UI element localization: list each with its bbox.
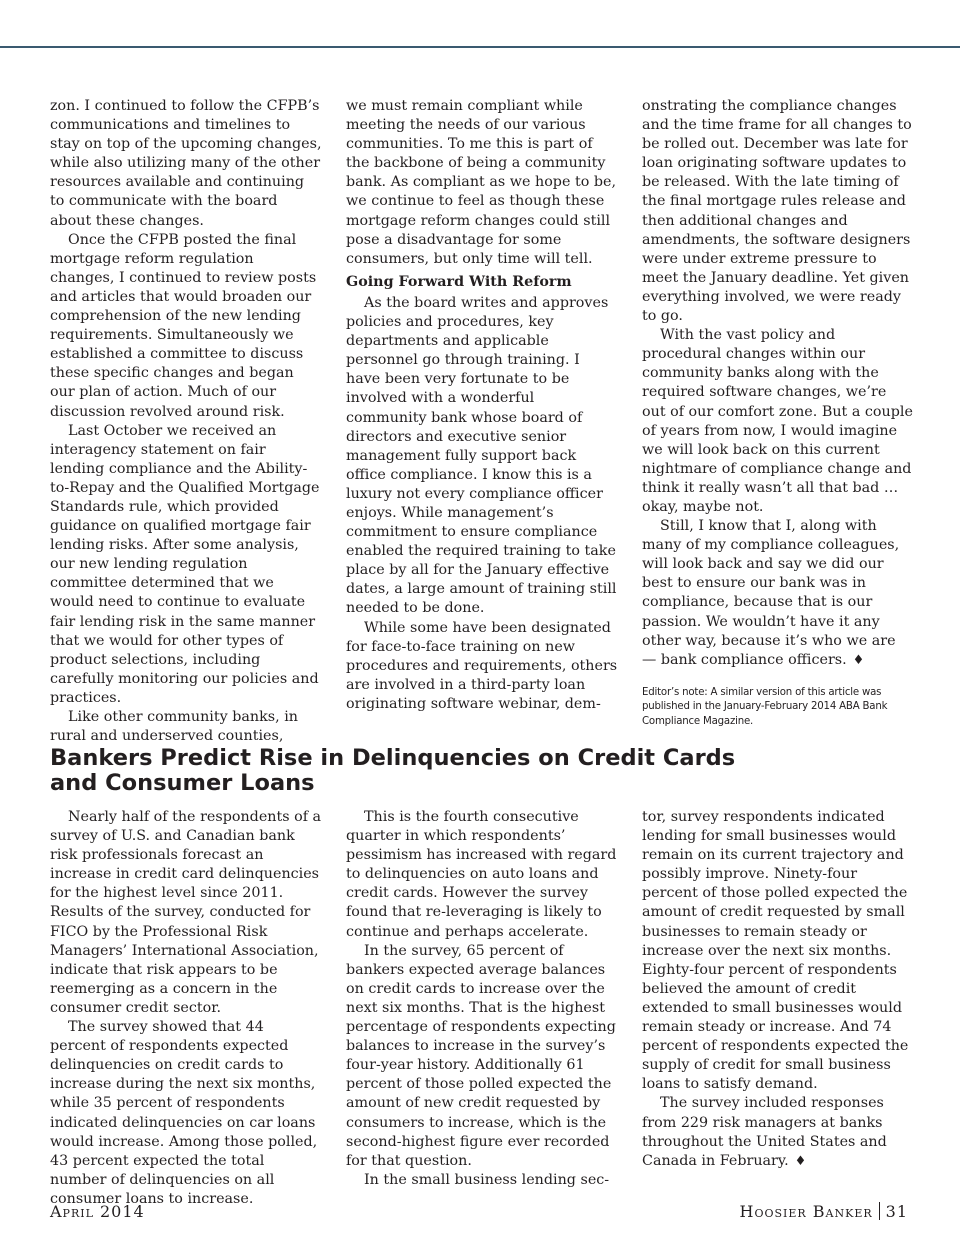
paragraph: As the board writes and approves policies and procedures, key departments and applicable personnel go through training. I have been very fortunate to be involved with a wonderful community bank whose board of directors and executive senior management fully support back office compliance. I know this is a luxury not every compliance officer enjoys. While management’s commitment to ensure compliance enabled the required training to take place by all for the January effective dates, a large amount of training still needed to be done. xyxy=(346,294,617,617)
paragraph xyxy=(642,517,914,670)
article-column-3 xyxy=(642,97,914,729)
paragraph-text: Still, I know that I, along with many of my compliance colleagues, will look back and say we did our best to ensure our bank was in compliance, because that is our passion. We wouldn’t have it any other way, because it’s who we are — bank compliance officers. xyxy=(642,518,900,668)
page-number: 31 xyxy=(885,1202,908,1221)
end-mark-icon: ♦ xyxy=(852,652,865,668)
paragraph: Once the CFPB posted the final mortgage reform regulation changes, I continued to review posts and articles that would broaden our comprehension of the new lending requirements. Simultaneously we established a committee to discuss these specific changes and began our plan of action. Much of our discussion revolved around risk. xyxy=(50,231,317,420)
news-column-1 xyxy=(50,808,322,1209)
paragraph-text: The survey included responses from 229 risk managers at banks throughout the United States and Canada in February. xyxy=(642,1095,887,1169)
page-footer xyxy=(740,1202,908,1226)
paragraph xyxy=(642,1094,914,1170)
publication-name: Hoosier Banker xyxy=(739,1202,873,1221)
section-subhead: Going Forward With Reform xyxy=(346,273,572,290)
paragraph: Like other community banks, in rural and underserved counties, xyxy=(50,709,298,745)
article-headline: Bankers Predict Rise in Delinquencies on Credit Cards and Consumer Loans xyxy=(50,745,736,796)
paragraph: While some have been designated for face-to-face training on new procedures and requirements, others are involved in a third-party loan originating software webinar, dem- xyxy=(346,619,618,712)
paragraph: The survey showed that 44 percent of respondents expected delinquencies on credit cards to increase during the next six months, while 35 percent of respondents indicated delinquencies on car loans would increase. Among those polled, 43 percent expected the total number of delinquencies on all consumer loans to increase. xyxy=(50,1019,318,1207)
issue-date: April 2014 xyxy=(50,1202,145,1221)
header-rule xyxy=(0,46,960,48)
news-column-3 xyxy=(642,808,914,1171)
paragraph: Last October we received an interagency statement on fair lending compliance and the Ability-to-Repay and the Qualified Mortgage Standards rule, which provided guidance on qualified mortgage fair lending risks. After some analysis, our new lending regulation committee determined that we would need to continue to evaluate fair lending risk in the same manner that we would for other types of product selections, including carefully monitoring our policies and practices. xyxy=(50,422,320,706)
paragraph: Nearly half of the respondents of a survey of U.S. and Canadian bank risk professionals forecast an increase in credit card delinquencies for the highest level since 2011. Results of the survey, conducted for FICO by the Professional Risk Managers’ International Association, indicate that risk appears to be reemerging as a concern in the consumer credit sector. xyxy=(50,809,322,1016)
paragraph: This is the fourth consecutive quarter in which respondents’ pessimism has increased with regard to delinquencies on auto loans and credit cards. However the survey found that re-leveraging is likely to continue and perhaps accelerate. xyxy=(346,809,617,940)
paragraph: With the vast policy and procedural changes within our community banks along with the required software changes, we’re out of our comfort zone. But a couple of years from now, I would imagine we will look back on this current nightmare of compliance change and think it really wasn’t all that bad …okay, maybe not. xyxy=(642,327,913,515)
paragraph: we must remain compliant while meeting the needs of our various communities. To me this is part of the backbone of being a community bank. As compliant as we hope to be, we continue to feel as though these mortgage reform changes could still pose a disadvantage for some consumers, but only time will tell. xyxy=(346,98,617,267)
end-mark-icon: ♦ xyxy=(794,1153,807,1169)
editor-note: Editor’s note: A similar version of this article was published in the January-February 2014 ABA Bank Compliance Magazine. xyxy=(642,686,888,727)
paragraph: onstrating the compliance changes and the time frame for all changes to be rolled out. December was late for loan originating software updates to be released. With the late timing of the final mortgage rules release and then additional changes and amendments, the software designers were under extreme pressure to meet the January deadline. Yet given everything involved, we were ready to go. xyxy=(642,98,912,325)
paragraph: In the small business lending sec- xyxy=(364,1171,610,1188)
article-column-1 xyxy=(50,97,322,746)
footer-divider xyxy=(879,1202,880,1220)
paragraph: In the survey, 65 percent of bankers expected average balances on credit cards to increase over the next six months. That is the highest percentage of respondents expecting balances to increase in the survey’s four-year history. Additionally 61 percent of those polled expected the amount of new credit requested by consumers to increase, which is the second-highest figure ever recorded for that question. xyxy=(346,942,616,1169)
news-column-2 xyxy=(346,808,618,1190)
article-column-2 xyxy=(346,97,618,714)
paragraph: zon. I continued to follow the CFPB’s communications and timelines to stay on top of the upcoming changes, while also utilizing many of the other resources available and continuing to communicate with the board about these changes. xyxy=(50,98,322,229)
paragraph: tor, survey respondents indicated lending for small businesses would remain on its current trajectory and possibly improve. Ninety-four percent of those polled expected the amount of credit requested by small businesses to remain steady or increase over the next six months. Eighty-four percent of respondents believed the amount of credit extended to small businesses would remain steady or increase. And 74 percent of respondents expected the supply of credit for small business loans to satisfy demand. xyxy=(642,809,909,1093)
